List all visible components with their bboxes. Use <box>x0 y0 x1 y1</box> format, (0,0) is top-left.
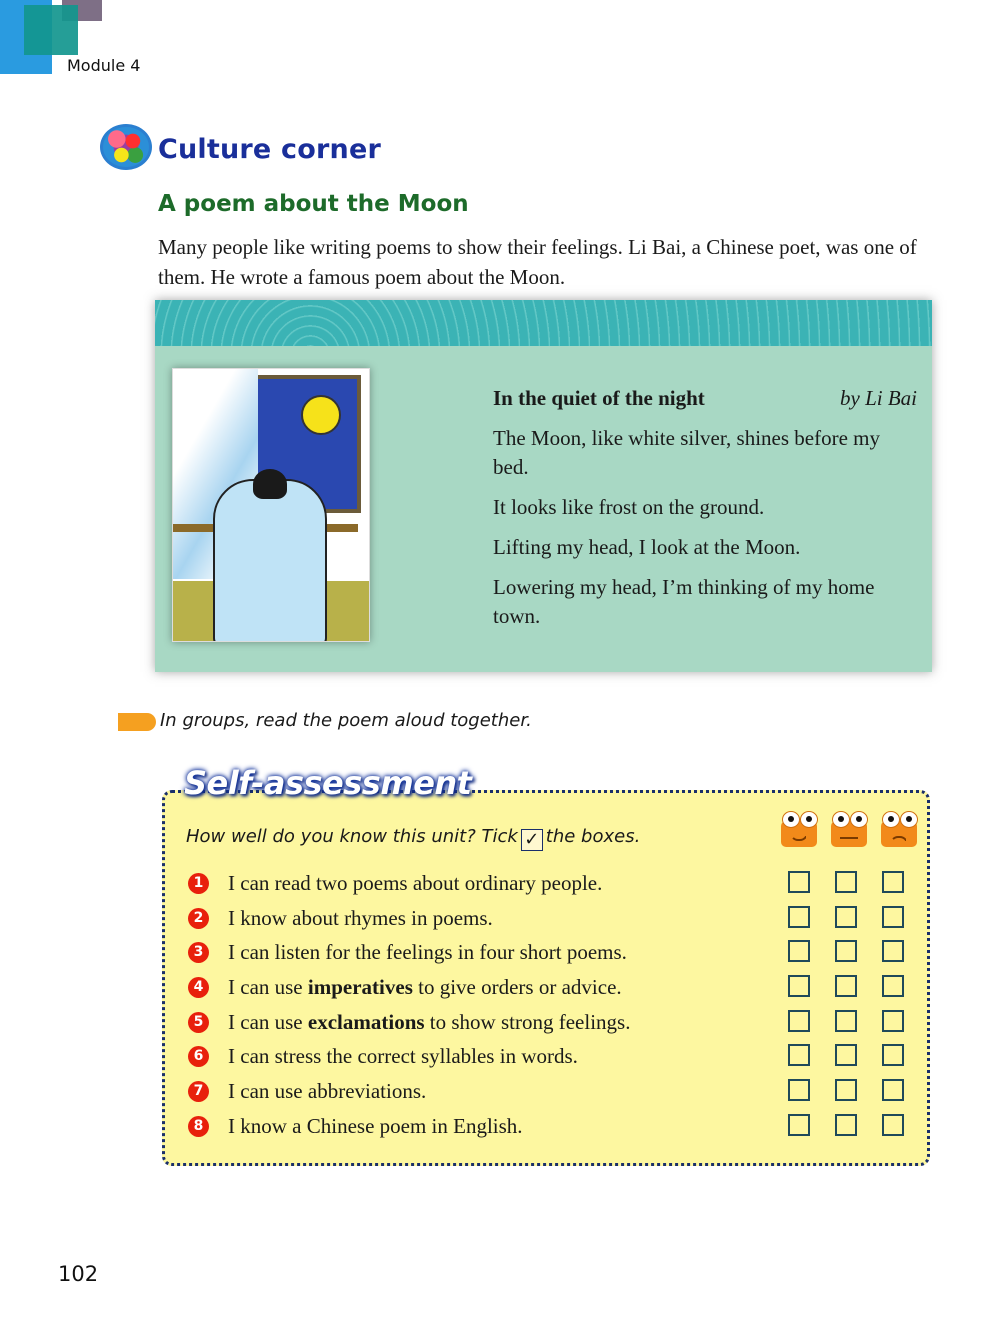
number-badge: 3 <box>188 942 209 963</box>
rating-faces <box>781 811 917 847</box>
poem-title: In the quiet of the night <box>493 386 705 410</box>
checkbox-sad[interactable] <box>882 975 904 997</box>
intro-paragraph: Many people like writing poems to show their feelings. Li Bai, a Chinese poet, was one of them. He wrote a famous poem about the Moon. <box>158 235 917 289</box>
checkbox-happy[interactable] <box>788 940 810 962</box>
poet-looking-at-moon-illustration <box>172 368 370 642</box>
number-badge: 5 <box>188 1012 209 1033</box>
list-item <box>188 1109 928 1144</box>
self-assessment-list <box>188 866 928 1144</box>
item-text: I can listen for the feelings in four short poems. <box>228 940 627 965</box>
checkbox-happy[interactable] <box>788 1114 810 1136</box>
list-item <box>188 901 928 936</box>
poem-line: Lowering my head, I’m thinking of my home town. <box>493 575 875 628</box>
checkbox-neutral[interactable] <box>835 975 857 997</box>
module-label: Module 4 <box>67 56 141 75</box>
number-badge: 7 <box>188 1081 209 1102</box>
checkbox-happy[interactable] <box>788 1079 810 1101</box>
checkbox-happy[interactable] <box>788 1044 810 1066</box>
number-badge: 8 <box>188 1116 209 1137</box>
item-text: I can read two poems about ordinary people. <box>228 870 603 895</box>
checkbox-sad[interactable] <box>882 871 904 893</box>
list-item <box>188 1074 928 1109</box>
moon-icon <box>301 395 341 435</box>
item-text: I can stress the correct syllables in words. <box>228 1044 578 1069</box>
colorful-globe-icon <box>100 124 152 170</box>
section-title: Culture corner <box>158 134 381 165</box>
checkbox-happy[interactable] <box>788 871 810 893</box>
checkbox-happy[interactable] <box>788 906 810 928</box>
question-text: How well do you know this unit? Tick <box>186 826 518 847</box>
number-badge: 2 <box>188 908 209 929</box>
instruction-marker <box>118 713 156 731</box>
list-item <box>188 970 928 1005</box>
list-item <box>188 1039 928 1074</box>
item-text: I can use imperatives to give orders or advice. <box>228 974 622 999</box>
checkbox-sad[interactable] <box>882 906 904 928</box>
poem-line: The Moon, like white silver, shines before my bed. <box>493 426 880 479</box>
checkbox-neutral[interactable] <box>835 1044 857 1066</box>
list-item <box>188 1005 928 1040</box>
section-subtitle: A poem about the Moon <box>158 191 469 217</box>
page-number: 102 <box>58 1262 99 1286</box>
checkbox-neutral[interactable] <box>835 871 857 893</box>
number-badge: 1 <box>188 873 209 894</box>
checkbox-neutral[interactable] <box>835 1114 857 1136</box>
decorative-band <box>155 300 932 346</box>
happy-face-icon <box>781 811 817 847</box>
checkbox-neutral[interactable] <box>835 1079 857 1101</box>
question-text-end: the boxes. <box>545 826 641 847</box>
poem-line: Lifting my head, I look at the Moon. <box>493 535 801 559</box>
sad-face-icon <box>881 811 917 847</box>
number-badge: 6 <box>188 1046 209 1067</box>
self-assessment-title: Self-assessment <box>184 764 472 802</box>
checkbox-sad[interactable] <box>882 940 904 962</box>
teal-block <box>24 5 78 55</box>
checkbox-neutral[interactable] <box>835 1010 857 1032</box>
neutral-face-icon <box>831 811 867 847</box>
list-item <box>188 866 928 901</box>
poet-hat <box>253 469 287 499</box>
poet-figure <box>213 479 327 642</box>
number-badge: 4 <box>188 977 209 998</box>
poem-line: It looks like frost on the ground. <box>493 495 765 519</box>
item-text: I can use abbreviations. <box>228 1078 427 1103</box>
instruction-text: In groups, read the poem aloud together. <box>160 710 532 731</box>
poem-card <box>155 300 932 672</box>
checkbox-sad[interactable] <box>882 1010 904 1032</box>
self-assessment-question <box>186 826 640 851</box>
checkbox-sad[interactable] <box>882 1079 904 1101</box>
item-text: I know about rhymes in poems. <box>228 905 493 930</box>
checkbox-sad[interactable] <box>882 1044 904 1066</box>
item-text: I can use exclamations to show strong feelings. <box>228 1009 631 1034</box>
checkbox-happy[interactable] <box>788 975 810 997</box>
poem-text <box>493 384 917 642</box>
tick-icon: ✓ <box>521 829 543 851</box>
list-item <box>188 935 928 970</box>
checkbox-neutral[interactable] <box>835 906 857 928</box>
checkbox-neutral[interactable] <box>835 940 857 962</box>
checkbox-sad[interactable] <box>882 1114 904 1136</box>
checkbox-happy[interactable] <box>788 1010 810 1032</box>
item-text: I know a Chinese poem in English. <box>228 1113 523 1138</box>
poem-author: by Li Bai <box>840 386 917 410</box>
